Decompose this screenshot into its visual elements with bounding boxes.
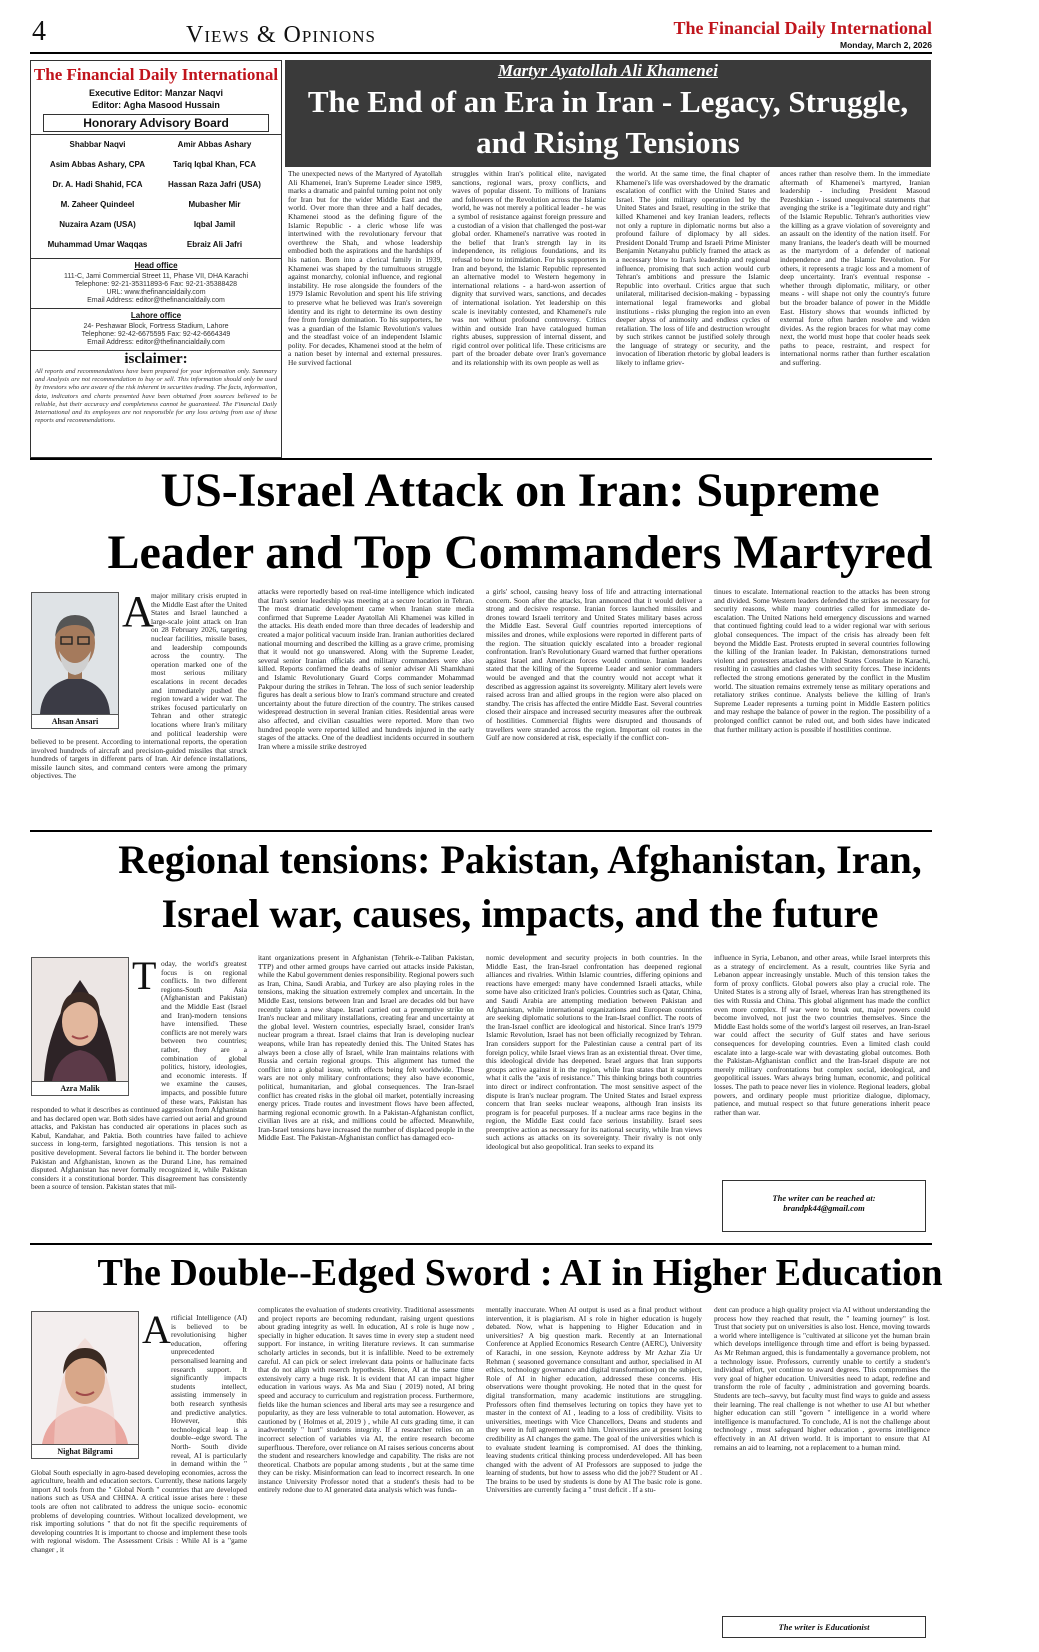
header-date: Monday, March 2, 2026 (840, 40, 932, 50)
section-rule (30, 1243, 932, 1245)
article4-dropcap: A (142, 1307, 171, 1352)
lahore-office-phone: Telephone: 92-42-6675595 Fax: 92-42-6664349 (81, 331, 231, 338)
board-row: Shabbar Naqvi Amir Abbas Ashary (69, 140, 252, 149)
writer-note-box (722, 1616, 926, 1638)
lead-col-1: The unexpected news of the Martyred of Ayatollah Ali Khamenei, Iran's Supreme Leader since 1989, marks a dramatic and painful turning point not only for Iran but for the wider Middle East and the world. Over more than three and a half decades, Khamenei stood as the defining figure of the Islamic Republic - a cleric whose life was intertwined with the revolutionary fervour that overthrew the Shah, and whose leadership embodied both the aspirations and the hardships of his nation. Born into a clerical family in 1939, Khamenei was shaped by the tumultuous struggle against monarchy, colonial influence, and regional instability. He rose alongside the founders of the 1979 Islamic Revolution and spent his life striving to preserve what he believed was Iran's sovereign identity and its right to determine its own destiny free from foreign domination. To his supporters, he was a guardian of the Islamic Revolution's values and the steadfast voice of an independent Islamic polity. For decades, Khamenei stood at the helm of a nation beset by internal and external pressures. He survived factional (288, 170, 442, 368)
header-rule (30, 52, 932, 54)
writer-note: The writer is Educationist (778, 1622, 870, 1632)
author-caption: Azra Malik (32, 1081, 128, 1095)
contact-line-1: The writer can be reached at: (772, 1193, 876, 1203)
article4-col-3: mentally inaccurate. When AI output is used as a final product without intervention, it is plagiarism. AI s role in higher education is hugely debated. Now, what is happening to Higher Education and in universities? A big question mark. Recently at an International Conference at Applied Economics Research Centre (AERC), University of Karachi, in one session, Keynote address by Mr Azhar Zia Ur Rehman ( seasoned governance consultant and author, specialised in AI ethics, technology governance and digital transformation) on the subject, Role of AI in higher education, addressed these concerns. His observations were thought provoking. He noted that in the quest for digital transformation, many academic institutions are struggling. Professors often find themselves lecturing on topics they have yet to master in the context of AI , leading to a loss of credibility. Visits to universities, meetings with Vice Chancellors, Deans and students and they were in full agreement with him. Universities are at present losing credibility as AI changes the game. The goal of the universities which is to evaluate student learning is compromised. AI does the thinking, leaving students critical thinking process underdeveloped. All has been changed with the advent of AI Professors are supposed to judge the learning of students, but how to assess who did the job?? Student or AI . The brains to be used by students is done by AI The basic role is gone. Universities are currently facing a " trust deficit . If a stu- (486, 1306, 702, 1495)
lead-kicker: Martyr Ayatollah Ali Khamenei (498, 61, 718, 80)
section-title: Views & Opinions (186, 22, 376, 48)
lead-col-3: the world. At the same time, the final chapter of Khamenei's life was overshadowed by the dramatic escalation of conflict with the United States and Israel. The joint military operation led by the United States and Israel, resulting in the strike that killed Khamenei and key Iranian leaders, reflects not only a rupture in diplomatic norms but also a profound failure of diplomacy by all sides. President Donald Trump and Israeli Prime Minister Benjamin Netanyahu publicly framed the attack as a necessary blow to Iran's leadership and regional influence, promising that such action would curb Tehran's ambitions and pressure the Islamic Republic into overhaul. Critics argue that such unilateral, militarised decision-making - bypassing international legal frameworks and global institutions - risks plunging the region into an even deeper abyss of animosity and endless cycles of retaliation. The loss of life and destruction wrought by such strikes cannot be justified solely through the language of strategy or security, and the invocation of liberation rhetoric by global leaders is likely to inflame griev- (616, 170, 770, 368)
article4-col-2: complicates the evaluation of students creativity. Traditional assessments and project reports are becoming redundant, raising urgent questions about grading integrity as well. In education, AI s role is huge now , specially in higher education. It saves time in every step a student need support. For instance, in writing literature reviews. It can summarise scholarly articles in seconds, but it is infallible. Need to be extremely careful. AI can pick or select irrelevant data points or hallucinate facts that do not align with reserch hypothesis. Hence, AI at the same time extensively carry a huge risk. It is evident that AI can impact higher education in various ways. As Ma and Siau ( 2019) noted, AI bring speed and accuracy to curriculum and registration process. Furthermore, fields like the human sciences and liberal arts may see a resurgence and popularity, as they are less vulnerable to total automation. However, as cautioned by ( Holmes et al, 2019 ) , while AI cuts grading time, it can inadvertently " hurt" students integrity. If a researcher relies on an incorrect selection of variables via AI, the entire research become superfluous. Therefore, over reliance on AI raises serious concerns about the student and researchers knowledge and capability. The risks are not theoretical. Chatbots are popular among students , but at the same time they can be risky. Misinformation can lead to incorrect research. In one instance University Professor noted that a student's thesis had to be entirely redone due to AI generated data analysis which was funda- (258, 1306, 474, 1495)
article3-col-2: itant organizations present in Afghanistan (Tehrik-e-Taliban Pakistan, TTP) and other armed groups have carried out attacks inside Pakistan, while the Kabul government denies responsibility. Regional powers such as Iran, China, Saudi Arabia, and Turkey are also playing roles in the tensions, making the situation extremely complex and uncertain. In the Middle East, tensions between Iran and Israel are decades old but have recently taken a new shape. Israel carried out a preemptive strike on Iran's nuclear and military installations, creating fear and uncertainty at the global level. Western countries, especially Israel, consider Iran's nuclear program a threat. Israel claims that Iran is developing nuclear weapons, while Iran has repeatedly denied this. The United States has always been a close ally of Israel, while Iran maintains relations with Russia and certain regional groups. This alignment has turned the conflict into a global issue, with effects being felt worldwide. These wars are not only military confrontations; they also have economic, political, humanitarian, and global consequences. The Iran-Israel conflict has created risks in the global oil market, potentially increasing energy prices. Trade routes and investment flows have been affected, harming regional economic growth. In a Pakistan-Afghanistan conflict, civilian lives are at risk, and millions could be affected. Meanwhile, Iran-Israel tensions have increased the number of displaced people in the Middle East. The Pakistan-Afghanistan conflict has damaged eco- (258, 954, 474, 1143)
contact-email: brandpk44@gmail.com (783, 1203, 865, 1213)
lahore-office-email: Email Address: editor@thefinancialdaily.com (87, 339, 225, 346)
article2-col-3: a girls' school, causing heavy loss of life and attracting international concern. Soon after the attacks, Iran announced that it would deliver a strong and decisive response. Iranian forces launched missiles and drones toward Israeli territory and United States military bases across the Middle East. Several Gulf countries reported interceptions of missiles and drones, while explosions were reported in different parts of the region. The situation quickly escalated into a broader regional confrontation. Iran's Revolutionary Guard warned that further operations against Israel and American forces would continue. Iranian leaders stated that the killing of the Supreme Leader and senior commanders would be avenged and that the country would not accept what it described as aggression against its sovereignty. Military alert levels were raised across Iran and allied groups in the region were also placed on standby. The crisis has affected the entire Middle East. Several countries closed their airspace and increased security measures after the outbreak of hostilities. Commercial flights were disrupted and thousands of travellers were stranded across the region. Important oil routes in the Gulf are now considered at risk, especially if the conflict con- (486, 588, 702, 743)
head-office-title: Head office (31, 258, 281, 270)
disclaimer-text: All reports and recommendations have been prepared for your information only. Summary and Analysis are not recommendation to buy or sell. This information should only be used by investors who are aware of the risk inherent in securities trading. The facts, information, data, indicators and charts presented have been obtained from sources believed to be reliable, but their accuracy and completeness cannot be guaranteed. The Financial Daily International and its employees are not responsible for any loss arising from use of these reports and recommendations. (35, 368, 277, 425)
article3-col-3: nomic development and security projects in both countries. In the Middle East, the Iran-Israel confrontation has deepened regional alliances and rivalries. Within Islamic countries, differing opinions and reactions have emerged: many have condemned Israeli attacks, while some have also criticized Iran's policies. Countries such as Qatar, China, and Saudi Arabia are attempting mediation between Pakistan and Afghanistan, while international organizations and European countries are seeking diplomatic solutions to the Iran-Israel conflict. The roots of the Iran-Israel conflict are ideological and historical. Since Iran's 1979 Islamic Revolution, Israel has not been officially recognized by Tehran. Iran considers support for the Palestinian cause a central part of its foreign policy, while Israel views Iran as an existential threat. Over time, this ideological divide has deepened. Israel argues that Iran supports groups active against it in the region, while Iran states that it supports what it calls the "axis of resistance." This thinking brings both countries into direct or indirect confrontation. The most sensitive aspect of the dispute is Iran's nuclear program. The United States and Israel express concern that Iran seeks nuclear weapons, although Iran insists its program is for peaceful purposes. If a nuclear arms race begins in the region, the Middle East could face serious instability. Israel sees preemptive action as necessary for its national security, while Iran views such actions as attacks on its sovereignty. Their rivalry is not only ideological but also geopolitical. Iran seeks to expand its (486, 954, 702, 1152)
board-row: Asim Abbas Ashary, CPA Tariq Iqbal Khan, FCA (49, 160, 256, 169)
article4-title: The Double--Edged Sword : AI in Higher Education (97, 1252, 943, 1294)
author-caption: Ahsan Ansari (32, 714, 118, 728)
article2-title-line2: Leader and Top Commanders Martyred (107, 526, 933, 579)
lead-banner (285, 60, 931, 167)
head-office-address: 111-C, Jami Commercial Street 11, Phase VII, DHA Karachi (63, 273, 248, 280)
board-row: Dr. A. Hadi Shahid, FCA Hassan Raza Jafri (USA) (52, 180, 261, 189)
executive-editor: Executive Editor: Manzar Naqvi (88, 88, 224, 98)
lead-col-4: ances rather than resolve them. In the immediate aftermath of Khamenei's martyred, Iranian leadership - including President Masoud Pezeshkian - issued unequivocal statements that avenging the strike is a "legitimate duty and right" of the Islamic Republic. Tehran's authorities view the killing as a grave violation of sovereignty and an assault on the identity of the nation itself. For many Iranians, the leader's death will be mourned as the martyrdom of a defender of national independence and the Islamic Revolution. For others, it represents a tragic loss and a moment of deep uncertainty. Iran's eventual response - whether through diplomatic, military, or other means - will shape not only the country's future but the broader balance of power in the Middle East. History shows that wounds inflicted by external force often harden resolve and widen divides. As the region braces for what may come next, the world must hope that cooler heads seek paths to peace, restraint, and respect for international norms rather than further escalation and suffering. (780, 170, 930, 368)
masthead-box (30, 60, 282, 458)
section-rule (30, 830, 932, 832)
article4-col-4: dent can produce a high quality project via AI without understanding the process how they reached that result, the " learning journey" is lost. Trust that society put on universities is also lost. Hence, moving towards a world where intelligence is "cultivated at silicone yet the human brain which develops intelligence through time and effort is being bypassed. As Mr Rehman argued, this is fundamentally a governance problem, not a technology issue. Professors, currently unable to certify a student's individual effort, yet continue to award degrees. This compromises the very goal of higher education. Universities need to adapt, redefine and transform the role of faculty , administration and governing boards. Students are tech--savvy, but faculty must find ways to guide and assess their learning. The real challenge is not whether to use AI but whether higher education can still "govern " intelligence in a world where intelligence is manufactured. To conclude, AI is not the challenge about technology , must safeguard higher education , governs intelligence effectively in an AI driven world. It is important to ensure that AI remains an aid to learning, not a replacement to a human mind. (714, 1306, 930, 1452)
head-office-email: Email Address: editor@thefinancialdaily.com (87, 297, 225, 304)
author-caption: Nighat Bilgrami (32, 1444, 138, 1458)
board-row: Nuzaira Azam (USA) Iqbal Jamil (59, 220, 236, 229)
article2-title-line1: US-Israel Attack on Iran: Supreme (160, 464, 880, 517)
editor: Editor: Agha Masood Hussain (92, 100, 220, 110)
masthead-paper-name: The Financial Daily International (33, 65, 279, 84)
advisory-board-title: Honorary Advisory Board (43, 114, 269, 132)
contact-box (722, 1180, 926, 1232)
article2-dropcap: A (122, 587, 154, 636)
head-office-phone: Telephone: 92-21-35311893-6 Fax: 92-21-35388428 (74, 281, 238, 288)
head-office-url: URL: www.thefinancialdaily.com (106, 289, 206, 296)
lahore-office-title: Lahore office (31, 308, 281, 320)
article3-col-4: influence in Syria, Lebanon, and other areas, while Israel interprets this as a strategy of encirclement. As a result, countries like Syria and Lebanon appear increasingly unstable. Much of this tension takes the form of proxy conflicts. Global powers also play a crucial role. The United States is a strong ally of Israel, whereas Iran has strengthened its ties with Russia and China. This global alignment has made the conflict even more complex. If war were to break out, major powers could become involved, not just the two countries themselves. Since the Middle East holds some of the world's largest oil reserves, an Iran-Israel war could affect the security of Gulf states and have serious consequences for developing countries. Even a limited clash could escalate into a large-scale war with devastating global outcomes. Both the Pakistan-Afghanistan conflict and the Iran-Israel dispute are not merely military confrontations but complex social, ideological, and geopolitical issues. Wars always bring human, economic, and political losses. The path to peace never lies in violence. Regional leaders, global powers, and ordinary people must prioritize dialogue, diplomacy, patience, and mutual respect so that future generations inherit peace rather than war. (714, 954, 930, 1117)
lead-title: The End of an Era in Iran - Legacy, Struggle, and Rising Tensions (307, 84, 909, 160)
article3-dropcap: T (132, 953, 157, 998)
lead-col-2: struggles within Iran's political elite, navigated sanctions, regional wars, proxy conflicts, and waves of popular dissent. To millions of Iranians and followers of the Revolution across the Islamic world, he was not merely a political leader - he was a symbol of resistance against foreign pressure and a custodian of a vision that challenged the post-war global order. Khamenei's narrative was rooted in the belief that Iran's strength lay in its independence, its religious foundations, and its refusal to bow to intimidation. For his supporters in Iran and beyond, the Islamic Republic represented an alternative model to Western hegemony in international relations - a hard-won assertion of dignity that survived wars, sanctions, and decades of international isolation. Yet leadership on this scale is inevitably contested, and Khamenei's rule was not without profound controversy. Critics within and outside Iran have catalogued human rights abuses, suppression of internal dissent, and rigid control over political life. These criticisms are part of the broader debate over Iran's governance and its relationship with its own people as well as (452, 170, 606, 368)
article4-col-1: rtificial Intelligence (AI) is believed to be revolutionising higher education, offering unprecedented personalised learning and research support. It significantly impacts students intellect, assisting immensely in both research synthesis and predictive analytics. However, this technological leap is a double--edge sword. The North- South divide reveal, AI is particularly in demand within the " Global South especially in agro-based developing economies, across the agriculture, health and education sectors. Currently, these nations largely import AI tools from the " Global North " countries that are developed nations such as USA and CHINA. A critical issue arises here : these tools are often not calibrated to address the unique socio- economic problems of developing countries. Without localized development, we risk importing solutions " that do not fit the specific requirements of developing countries It is important to choose and implement these tools with regional wisdom. The Assessment Crisis : While AI is a "game changer , it (31, 1314, 247, 1555)
article3-title-line2: Israel war, causes, impacts, and the future (161, 891, 879, 936)
disclaimer-title: isclaimer: (31, 350, 281, 368)
lahore-office-address: 24- Peshawar Block, Fortress Stadium, Lahore (83, 323, 229, 330)
article2-col-2: attacks were reportedly based on real-time intelligence which indicated that Iran's senior leadership was meeting at a secure location in Tehran. The most dramatic development came when Iranian state media confirmed that Supreme Leader Ayatollah Ali Khamenei was killed in the attacks. His death ended more than three decades of leadership and created a major political vacuum inside Iran. Iranian authorities declared national mourning and described the killing as a grave crime, promising that it would not go unanswered. Along with the Supreme Leader, several senior Iranian officials and military commanders were also killed. Reports confirmed the deaths of senior adviser Ali Shamkhani and Islamic Revolutionary Guard Corps commander Mohammad Pakpour during the strikes in Tehran. The loss of such senior leadership figures has dealt a serious blow to Iran's command structure and created uncertainty about the future direction of the country. The strikes caused widespread destruction in several Iranian cities. Residential areas were also affected, and civilian casualties were reported. More than two hundred people were reported killed and hundreds injured in the early stages of the attacks. One of the deadliest incidents occurred in southern Iran where a missile strike destroyed (258, 588, 474, 751)
article3-title-line1: Regional tensions: Pakistan, Afghanistan, Iran, (118, 837, 922, 882)
article2-col-4: tinues to escalate. International reaction to the attacks has been strong and divided. Some Western leaders defended the strikes as necessary for security reasons, while many countries called for immediate de-escalation. The United Nations held emergency discussions and warned that continued fighting could lead to a wider regional war with serious global consequences. The impact of the crisis has already been felt beyond the Middle East. Protests erupted in several countries following the killing of the Iranian leader. In Pakistan, demonstrations turned violent and protesters attacked the United States Consulate in Karachi, resulting in casualties and clashes with security forces. These incidents reflected the strong emotions generated by the conflict in the Muslim world. The situation remains extremely tense as military operations and retaliatory strikes continue. Analysts believe the killing of Iran's Supreme Leader represents a turning point in Middle Eastern politics and may reshape the balance of power in the region. The possibility of a prolonged conflict cannot be ruled out, and both sides have indicated that further military action is possible if hostilities continue. (714, 588, 930, 734)
article3-col-1: oday, the world's greatest focus is on regional conflicts. In two different regions-South Asia (Afghanistan and Pakistan) and the Middle East (Israel and Iran)-modern tensions have intensified. These conflicts are not merely wars between two countries; rather, they are a combination of global politics, history, ideologies, and economic interests. If we examine the causes, impacts, and possible future of these wars, Pakistan has responded to what it describes as continued aggression from Afghanistan and has declared open war. Both sides have carried out aerial and ground attacks, and Pakistan has conducted air operations in places such as Kabul, Kandahar, and Paktia. Both countries have failed to achieve success in long-term, farsighted negotiations. This tension is not a positive development. Several factors lie behind it. The border between Pakistan and Afghanistan, known as the Durand Line, has remained disputed. Afghanistan has never formally recognized it, while Pakistan considers it a constitutional border. This disagreement has consistently been a source of tension. Pakistan states that mil- (31, 960, 247, 1192)
board-row: M. Zaheer Quindeel Mubasher Mir (60, 200, 241, 209)
page-number: 4 (32, 16, 46, 47)
section-rule (30, 458, 932, 460)
board-row: Muhammad Umar Waqqas Ebraiz Ali Jafri (47, 240, 243, 249)
article2-col-1: major military crisis erupted in the Middle East after the United States and Israel launched a large-scale joint attack on Iran on 28 February 2026, targeting nuclear facilities, missile bases, and leadership compounds across the country. The operation marked one of the most serious military escalations in recent decades and immediately pushed the region toward a wider war. The strikes focused particularly on Tehran and other strategic locations where Iran's military and political leadership were believed to be present. According to international reports, the operation involved hundreds of aircraft and precision-guided missiles that struck hundreds of targets in different parts of Iran. Air defence installations, missile launch sites, and command centers were among the primary objectives. The (31, 592, 247, 781)
header-paper-name: The Financial Daily International (673, 18, 932, 38)
